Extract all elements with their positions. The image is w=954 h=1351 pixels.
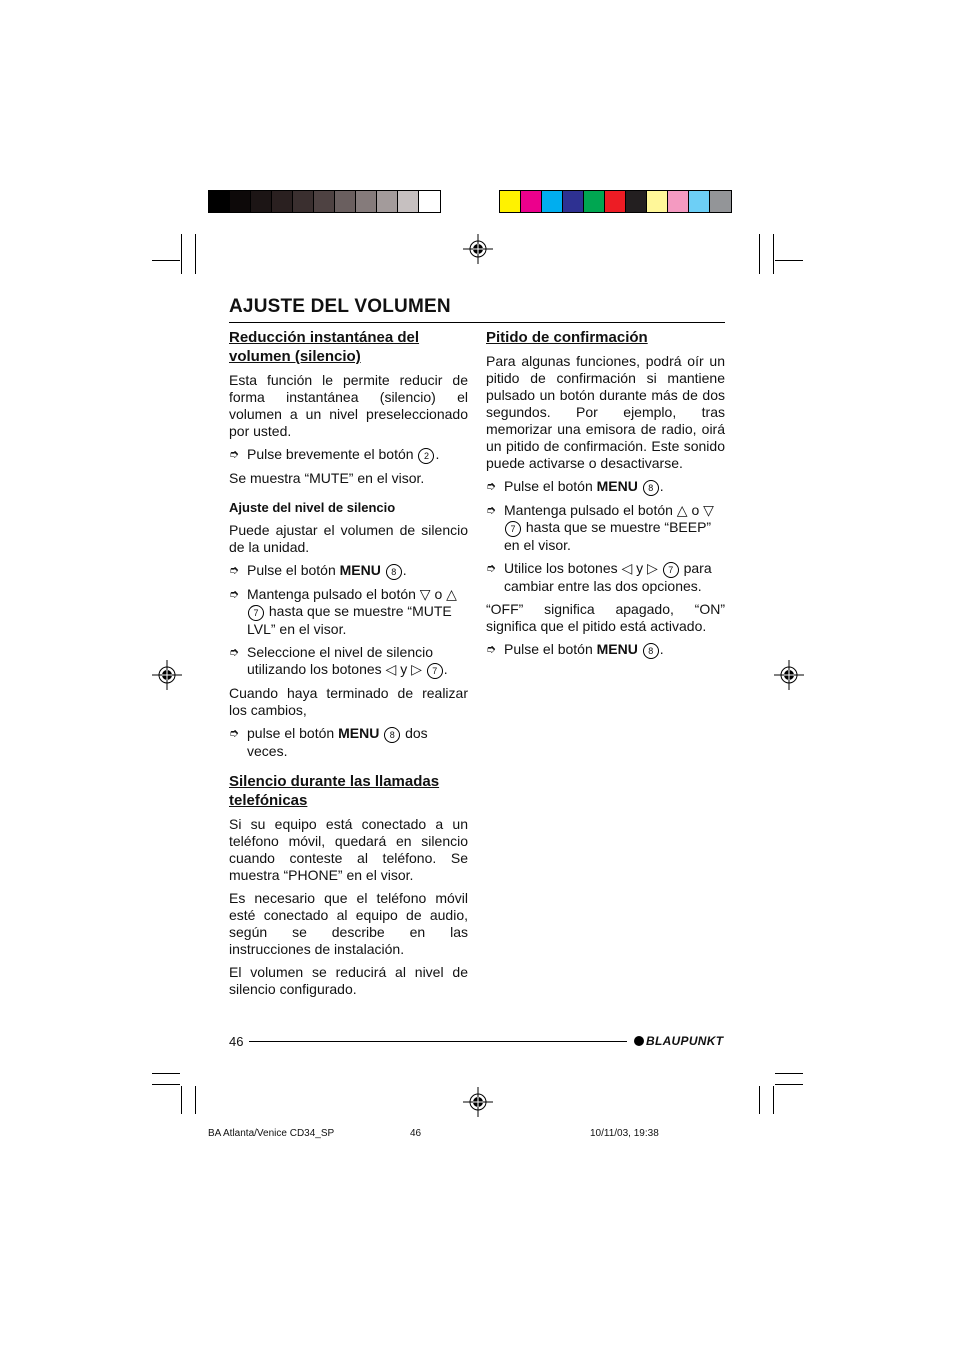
color-swatch — [584, 191, 605, 212]
crop-mark — [773, 234, 774, 274]
paragraph: Es necesario que el teléfono móvil esté conectado al equipo de audio, según se describe en las instrucciones de instalación. — [229, 890, 468, 957]
color-swatch — [521, 191, 542, 212]
color-swatch — [542, 191, 563, 212]
crop-mark — [775, 1084, 803, 1085]
instruction-step: ➮ pulse el botón MENU 8 dos veces. — [229, 725, 428, 759]
paragraph: Si su equipo está conectado a un teléfono móvil, quedará en silencio cuando conteste al teléfono. Se muestra “PHONE” en el visor. — [229, 816, 468, 883]
color-swatch — [314, 191, 335, 212]
instruction-step: ➮ Mantenga pulsado el botón ▽ o △ 7 hasta que se muestre “MUTE LVL” en el visor. — [229, 586, 457, 637]
crop-mark — [759, 1086, 760, 1114]
arrow-right-icon: ➮ — [229, 587, 240, 601]
grayscale-calibration-strip — [208, 190, 441, 213]
paragraph: El volumen se reducirá al nivel de silencio configurado. — [229, 964, 468, 997]
crop-mark — [181, 1086, 182, 1114]
crop-mark — [759, 234, 760, 274]
left-column — [229, 328, 468, 1004]
section-heading: Reducción instantánea del volumen (silencio) — [229, 329, 420, 365]
color-swatch — [272, 191, 293, 212]
crosshair-target-icon — [463, 234, 493, 264]
instruction-step: ➮ Mantenga pulsado el botón △ o ▽ 7 hasta que se muestre “BEEP” en el visor. — [486, 502, 714, 553]
crop-mark — [152, 260, 180, 261]
page-title: AJUSTE DEL VOLUMEN — [229, 296, 451, 317]
arrow-right-icon: ➮ — [486, 642, 497, 656]
instruction-step: ➮ Pulse brevemente el botón 2 . — [229, 446, 440, 462]
color-swatch — [209, 191, 230, 212]
subsection-heading: Ajuste del nivel de silencio — [229, 500, 396, 515]
color-swatch — [398, 191, 419, 212]
button-number-badge: 8 — [384, 727, 400, 743]
arrow-right-icon: ➮ — [229, 563, 240, 577]
crosshair-target-icon — [152, 660, 182, 690]
brand-dot-icon — [634, 1036, 644, 1046]
arrow-right-icon: ➮ — [229, 447, 240, 461]
crosshair-target-icon — [463, 1087, 493, 1117]
paragraph: Puede ajustar el volumen de silencio de la unidad. — [229, 522, 468, 555]
color-swatch — [668, 191, 689, 212]
color-swatch — [626, 191, 647, 212]
color-swatch — [356, 191, 377, 212]
section-heading: Silencio durante las llamadas telefónicas — [229, 773, 440, 809]
color-swatch — [251, 191, 272, 212]
button-number-badge: 8 — [386, 564, 402, 580]
arrow-right-icon: ➮ — [229, 645, 240, 659]
instruction-step: ➮ Pulse el botón MENU 8 . — [486, 478, 664, 494]
color-swatch — [710, 191, 731, 212]
instruction-step: ➮ Seleccione el nivel de silencio utilizando los botones ◁ y ▷ 7 . — [229, 644, 448, 677]
color-swatch — [230, 191, 251, 212]
instruction-step: ➮ Pulse el botón MENU 8 . — [229, 562, 407, 578]
page-number: 46 — [229, 1034, 244, 1049]
color-swatch — [647, 191, 668, 212]
paragraph: Se muestra “MUTE” en el visor. — [229, 470, 425, 486]
slug-timestamp: 10/11/03, 19:38 — [590, 1128, 659, 1139]
crop-mark — [152, 1084, 180, 1085]
color-swatch — [563, 191, 584, 212]
crop-mark — [152, 1073, 180, 1074]
title-divider — [229, 322, 725, 323]
instruction-step: ➮ Pulse el botón MENU 8 . — [486, 641, 664, 657]
arrow-right-icon: ➮ — [486, 479, 497, 493]
brand-logo: BLAUPUNKT — [634, 1034, 723, 1048]
paragraph: “OFF” significa apagado, “ON” significa que el pitido está activado. — [486, 601, 725, 634]
paragraph: Esta función le permite reducir de forma instantánea (silencio) el volumen a un nivel preseleccionado por usted. — [229, 372, 468, 439]
crosshair-target-icon — [774, 660, 804, 690]
slug-page: 46 — [410, 1128, 422, 1139]
button-number-badge: 7 — [248, 605, 264, 621]
button-number-badge: 2 — [418, 448, 434, 464]
crop-mark — [775, 1073, 803, 1074]
button-number-badge: 8 — [643, 480, 659, 496]
arrow-right-icon: ➮ — [486, 561, 497, 575]
color-swatch — [335, 191, 356, 212]
crop-mark — [195, 1086, 196, 1114]
button-number-badge: 7 — [663, 562, 679, 578]
crop-mark — [775, 260, 803, 261]
arrow-right-icon: ➮ — [229, 726, 240, 740]
footer-divider — [249, 1041, 627, 1042]
color-swatch — [293, 191, 314, 212]
color-swatch — [689, 191, 710, 212]
color-swatch — [377, 191, 398, 212]
right-column — [486, 328, 725, 665]
color-swatch — [605, 191, 626, 212]
paragraph: Cuando haya terminado de realizar los cambios, — [229, 685, 468, 718]
crop-mark — [195, 234, 196, 274]
slug-filename: BA Atlanta/Venice CD34_SP — [208, 1128, 335, 1139]
section-heading: Pitido de confirmación — [486, 329, 648, 346]
paragraph: Para algunas funciones, podrá oír un pitido de confirmación si mantiene pulsado un botón durante más de dos segundos. Por ejemplo, tras memorizar una emisora de radio, oirá un pitido de confirmación. Este sonido puede activarse o desactivarse. — [486, 353, 725, 471]
color-calibration-strip — [499, 190, 732, 213]
button-number-badge: 7 — [505, 521, 521, 537]
crop-mark — [181, 234, 182, 274]
color-swatch — [419, 191, 440, 212]
crop-mark — [773, 1086, 774, 1114]
button-number-badge: 8 — [643, 643, 659, 659]
instruction-step: ➮ Utilice los botones ◁ y ▷ 7 para cambiar entre las dos opciones. — [486, 560, 712, 594]
button-number-badge: 7 — [427, 663, 443, 679]
arrow-right-icon: ➮ — [486, 503, 497, 517]
color-swatch — [500, 191, 521, 212]
